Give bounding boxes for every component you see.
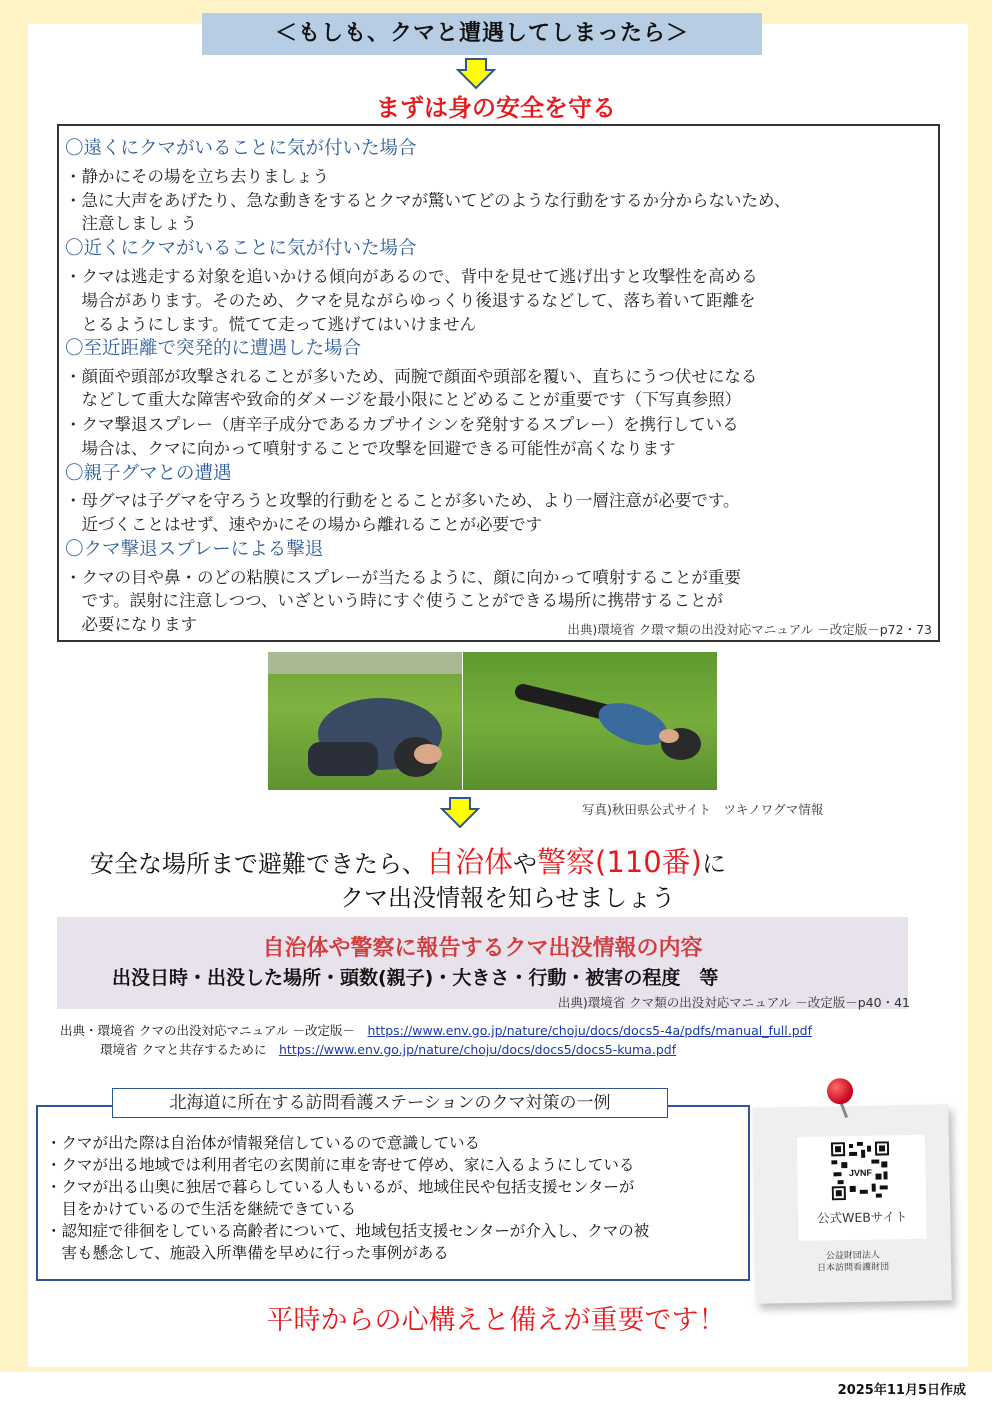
organization-type: 公益財団法人 <box>825 1250 880 1262</box>
police-text: 警察(110番) <box>537 845 702 879</box>
list-item: 注意しましょう <box>65 214 197 233</box>
list-item: ・静かにその場を立ち去りましょう <box>65 167 329 186</box>
situations-box <box>57 124 940 642</box>
list-item: です。誤射に注意しつつ、いざという時にすぐ使うことができる場所に携帯することが <box>65 591 724 610</box>
reference-1 <box>60 1021 812 1039</box>
list-item: などして重大な障害や致命的ダメージを最小限にとどめることが重要です（下写真参照） <box>65 390 742 409</box>
list-item: 害も懸念して、施設入所準備を早めに行った事例がある <box>46 1244 449 1262</box>
ya-text: や <box>513 850 538 878</box>
list-item: ・母グマは子グマを守ろうと攻撃的行動をとることが多いため、より一層注意が必要です。 <box>65 491 740 510</box>
example-box <box>36 1105 750 1281</box>
evacuate-message <box>90 840 726 881</box>
closing-message: 平時からの心構えと備えが重要です！ <box>266 1305 726 1336</box>
reference-label: 環境省 クマと共存するために <box>100 1042 267 1057</box>
photo-credit: 写真)秋田県公式サイト ツキノワグマ情報 <box>582 802 824 817</box>
list-item: 目をかけているので生活を継続できている <box>46 1200 357 1218</box>
list-item: 近づくことはせず、速やかにその場から離れることが必要です <box>65 515 543 534</box>
list-item: 場合があります。そのため、クマを見ながらゆっくり後退するなどして、落ち着いて距離を <box>65 291 756 310</box>
qr-label: JVNF <box>848 1167 873 1179</box>
report-source: 出典)環境省 クマ類の出没対応マニュアル －改定版－p40・41 <box>557 995 910 1010</box>
organization-name: 日本訪問看護財団 <box>817 1262 890 1274</box>
municipality-text: 自治体 <box>426 845 514 879</box>
example-title: 北海道に所在する訪問看護ステーションのクマ対策の一例 <box>112 1088 668 1118</box>
list-item: ・クマが出る地域では利用者宅の玄関前に車を寄せて停め、家に入るようにしている <box>46 1156 635 1174</box>
created-date: 2025年11月5日作成 <box>837 1383 966 1398</box>
reference-label: 出典・環境省 クマの出没対応マニュアル －改定版－ <box>60 1023 355 1038</box>
list-item: ・クマの目や鼻・のどの粘膜にスプレーが当たるように、顔に向かって噴射することが重要 <box>65 568 741 587</box>
sticky-note <box>752 1104 951 1303</box>
report-items: 出没日時・出没した場所・頭数(親子)・大きさ・行動・被害の程度 等 <box>112 967 719 989</box>
list-item: 必要になります <box>65 615 197 634</box>
list-item: ・クマは逃走する対象を追いかける傾向があるので、背中を見せて逃げ出すと攻撃性を高める <box>65 267 758 286</box>
photo-crouch <box>268 652 462 790</box>
ni-text: に <box>702 850 726 878</box>
source-note: 出典)環境省 ク環マ類の出没対応マニュアル －改定版－p72・73 <box>567 622 932 637</box>
down-arrow-icon <box>440 797 480 829</box>
first-priority-heading: まずは身の安全を守る <box>376 94 616 122</box>
reference-2 <box>100 1040 676 1058</box>
official-website-label[interactable]: 公式WEBサイト <box>816 1209 908 1226</box>
section-heading: 〇親子グマとの遭遇 <box>65 463 232 484</box>
reference-link[interactable]: https://www.env.go.jp/nature/choju/docs/docs5/docs5-kuma.pdf <box>279 1042 677 1057</box>
down-arrow-icon <box>456 58 496 90</box>
section-heading: 〇クマ撃退スプレーによる撃退 <box>65 539 324 560</box>
list-item: ・急に大声をあげたり、急な動きをするとクマが驚いてどのような行動をするか分からないため、 <box>65 191 791 210</box>
list-item: 場合は、クマに向かって噴射することで攻撃を回避できる可能性が高くなります <box>65 439 676 458</box>
reference-link[interactable]: https://www.env.go.jp/nature/choju/docs/docs5-4a/pdfs/manual_full.pdf <box>367 1023 812 1038</box>
qr-code-icon[interactable] <box>831 1141 890 1200</box>
section-heading: 〇遠くにクマがいることに気が付いた場合 <box>65 138 417 159</box>
report-title: 自治体や警察に報告するクマ出没情報の内容 <box>262 936 703 961</box>
list-item: ・顔面や頭部が攻撃されることが多いため、両腕で顔面や頭部を覆い、直ちにうつ伏せになる <box>65 367 758 386</box>
list-item: とるようにします。慌てて走って逃げてはいけません <box>65 315 477 334</box>
evacuate-text: 安全な場所まで避難できたら、 <box>90 850 426 878</box>
list-item: ・クマが出る山奥に独居で暮らしている人もいるが、地域住民や包括支援センターが <box>46 1178 635 1196</box>
list-item: ・クマ撃退スプレー（唐辛子成分であるカプサイシンを発射するスプレー）を携行している <box>65 415 739 434</box>
qr-card[interactable] <box>797 1135 927 1241</box>
evacuate-message-line2: クマ出没情報を知らせましょう <box>340 884 676 912</box>
section-heading: 〇至近距離で突発的に遭遇した場合 <box>65 338 362 359</box>
page-title: ＜もしも、クマと遭遇してしまったら＞ <box>202 13 762 55</box>
list-item: ・クマが出た際は自治体が情報発信しているので意識している <box>46 1134 481 1152</box>
section-heading: 〇近くにクマがいることに気が付いた場合 <box>65 238 417 259</box>
photo-prone <box>463 652 717 790</box>
list-item: ・認知症で徘徊をしている高齢者について、地域包括支援センターが介入し、クマの被 <box>46 1222 650 1240</box>
